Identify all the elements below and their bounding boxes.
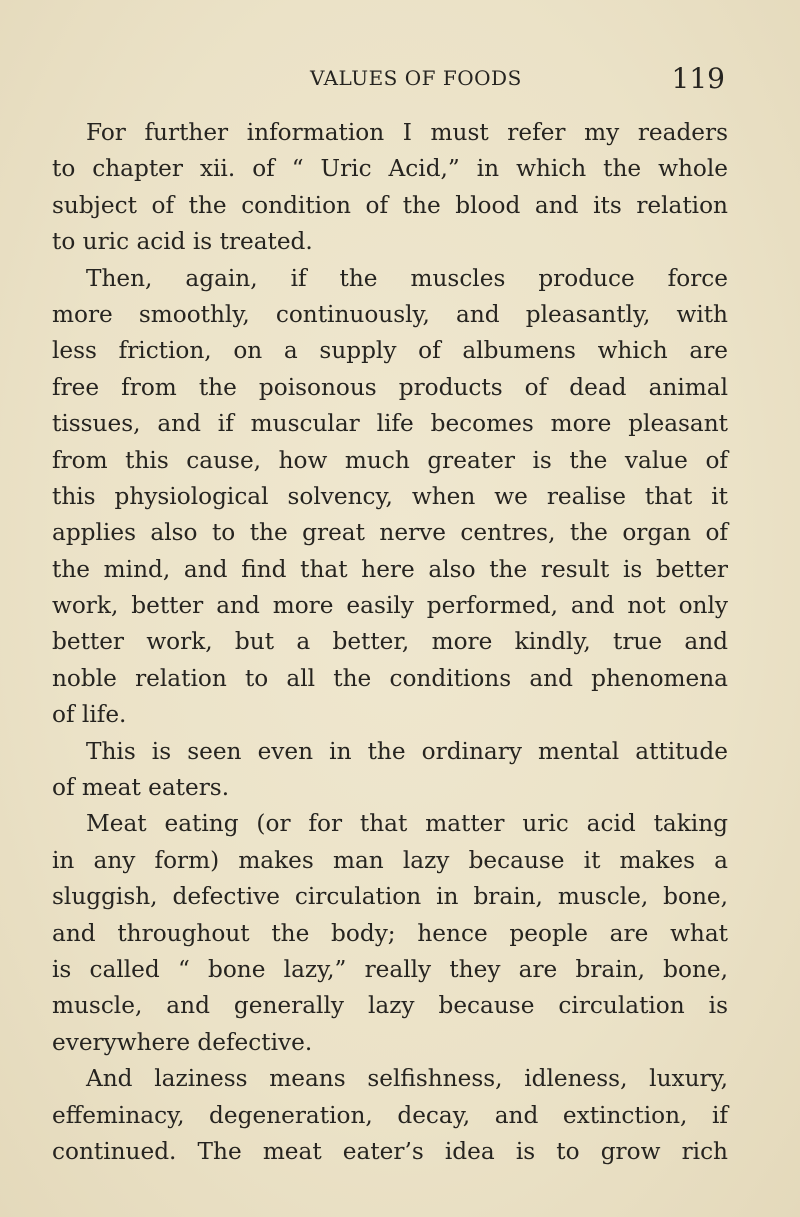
text-line: to chapter xii. of “ Uric Acid,” in which the whole [52,155,728,183]
body-text [52,115,728,1170]
text-line: muscle, and generally lazy because circulation is [52,992,728,1020]
text-line: in any form) makes man lazy because it makes a [52,846,728,874]
text-line: is called “ bone lazy,” really they are brain, bone, [52,955,728,983]
paragraph-laziness [52,1061,728,1170]
text-line: sluggish, defective circulation in brain, muscle, bone, [52,883,728,911]
text-line: And laziness means selfishness, idleness, luxury, [86,1065,728,1093]
text-line: noble relation to all the conditions and phenomena [52,664,728,692]
text-line: subject of the condition of the blood and its relation [52,191,728,219]
page-header [310,62,725,106]
text-line: Meat eating (or for that matter uric acid taking [86,810,728,838]
text-line: and throughout the body; hence people are what [52,919,728,947]
text-line: work, better and more easily performed, and not only [52,592,728,620]
text-line: of life. [52,701,127,729]
text-line: better work, but a better, more kindly, true and [52,628,728,656]
text-line: less friction, on a supply of albumens which are [52,337,728,365]
paragraph-meat-eating [52,806,728,1061]
text-line: of meat eaters. [52,774,230,802]
text-line: continued. The meat eater’s idea is to grow rich [52,1137,728,1165]
text-line: applies also to the great nerve centres, the organ of [52,519,728,547]
running-head: VALUES OF FOODS [310,66,522,90]
paragraph-further-information [52,115,728,261]
text-line: Then, again, if the muscles produce force [86,264,728,292]
text-line: from this cause, how much greater is the value of [52,446,728,474]
paragraph-mental-attitude [52,734,728,807]
text-line: For further information I must refer my readers [86,119,728,146]
text-line: free from the poisonous products of dead animal [52,373,728,401]
text-line: the mind, and find that here also the result is better [52,555,728,583]
page-number: 119 [671,62,725,95]
text-line: this physiological solvency, when we realise that it [52,482,728,510]
text-line: effeminacy, degeneration, decay, and extinction, if [52,1101,728,1129]
text-line: to uric acid is treated. [52,228,313,256]
text-line: everywhere defective. [52,1028,313,1056]
text-line: tissues, and if muscular life becomes more pleasant [52,410,728,438]
text-line: This is seen even in the ordinary mental attitude [86,737,728,765]
text-line: more smoothly, continuously, and pleasantly, with [52,300,728,328]
paragraph-muscles-force [52,261,728,734]
